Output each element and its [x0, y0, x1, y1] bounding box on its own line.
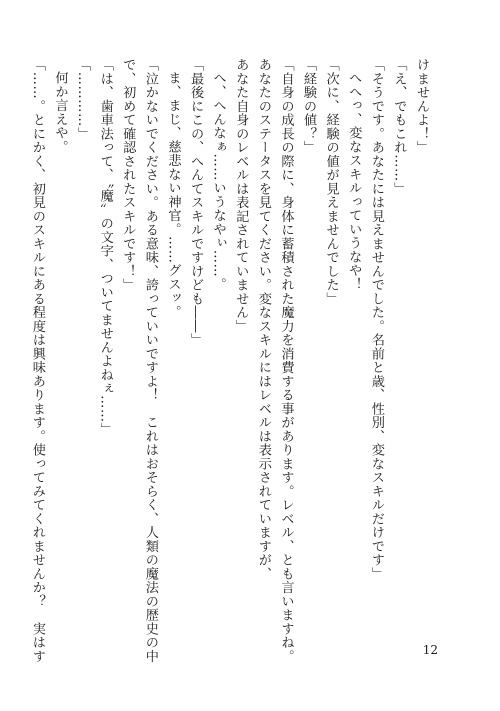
text-line: 何か言えや。 — [52, 71, 68, 154]
page-number: 12 — [422, 643, 438, 657]
text-line: けませんよ！」 — [414, 58, 429, 155]
text-line: へへっ、変なスキルっていうなや！ — [346, 71, 362, 292]
text-line: で、初めて確認されたスキルです！」 — [120, 58, 136, 292]
text-line: 「自身の成長の際に、身体に蓄積された魔力を消費する事があります。レベル、とも言いますね。 — [278, 58, 294, 663]
text-line: 「泣かないでください。ある意味、誇っていいですよ！ これはおそらく、人類の魔法の歴史の中 — [142, 58, 158, 663]
text-line: へ、へんなぁ……いうなやぃ……。 — [210, 71, 226, 292]
text-line: あなたのステータスを見てください。変なスキルにはレベルは表示されていますが、 — [255, 58, 271, 581]
text-line: あなた自身のレベルは表記されていません」 — [233, 58, 249, 333]
text-line: 「え、でもこれ……」 — [391, 58, 407, 196]
text-line: 「…………」 — [75, 58, 91, 141]
text-line: 「……。とにかく、初見のスキルにある程度は興味あります。使ってみてくれませんか？ 実はす — [29, 58, 45, 663]
text-line: 「は、歯車法って、〝魔〟の文字、ついてませんよねぇ……」 — [97, 58, 113, 437]
text-line: 「次に、経験の値が見えませんでした」 — [323, 58, 339, 306]
text-line: 「経験の値？」 — [301, 58, 317, 155]
text-line: ま、まじ、慈悲ない神官。……グスッ。 — [165, 71, 181, 319]
text-line: 「最後にこの、へんてスキルですけども――」 — [188, 58, 204, 347]
text-line: 「そうです。あなたには見えませんでした。名前と歳、性別、変なスキルだけです」 — [368, 58, 384, 581]
